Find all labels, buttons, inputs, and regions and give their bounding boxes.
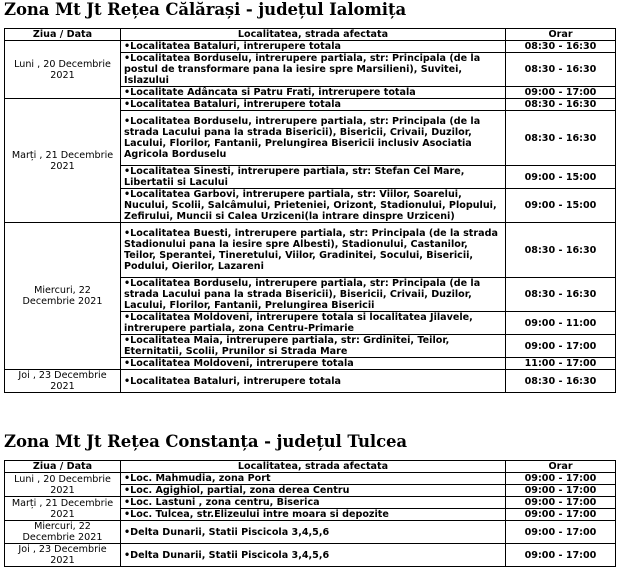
date-cell: Joi , 23 Decembrie 2021 (5, 370, 121, 393)
time-cell: 09:00 - 17:00 (506, 497, 616, 509)
location-cell: •Localitate Adâncata si Patru Frati, intrerupere totala (121, 87, 506, 99)
table-row (5, 521, 616, 544)
table-row (5, 370, 616, 393)
location-cell: •Loc. Tulcea, str.Elizeului intre moara si depozite (121, 509, 506, 521)
table-row (5, 99, 616, 111)
location-cell: •Loc. Lastuni , zona centru, Biserica (121, 497, 506, 509)
section-title-constanta: Zona Mt Jt Rețea Constanța - județul Tulcea (4, 432, 408, 451)
table-row (5, 41, 616, 53)
time-cell: 08:30 - 16:30 (506, 99, 616, 111)
location-cell: •Localitatea Moldoveni, intrerupere totala (121, 358, 506, 370)
time-cell: 08:30 - 16:30 (506, 278, 616, 312)
time-cell: 09:00 - 15:00 (506, 189, 616, 223)
time-cell: 09:00 - 17:00 (506, 485, 616, 497)
location-cell: •Localitatea Sinesti, intrerupere partiala, str: Stefan Cel Mare, Libertatii si Lacului (121, 166, 506, 189)
table-header-row (5, 29, 616, 41)
location-cell: •Loc. Agighiol, partial, zona derea Centru (121, 485, 506, 497)
time-cell: 08:30 - 16:30 (506, 111, 616, 166)
location-cell: •Localitatea Garbovi, intrerupere partiala, str: Viilor, Soarelui, Nucului, Scolii, Salcâmului, Prieteniei, Orizont, Stadionului, Plopului, Zefirului, Muncii si Calea Urziceni(la intrare dinspre Urziceni) (121, 189, 506, 223)
time-cell: 09:00 - 17:00 (506, 544, 616, 567)
header-date: Ziua / Data (5, 461, 121, 473)
header-schedule: Orar (506, 461, 616, 473)
date-cell: Miercuri, 22 Decembrie 2021 (5, 521, 121, 544)
table-header-row (5, 461, 616, 473)
location-cell: •Localitatea Maia, intrerupere partiala, str: Grdinitei, Teilor, Eternitatii, Scolii, Prunilor si Strada Mare (121, 335, 506, 358)
location-cell: •Localitatea Buesti, intrerupere partiala, str: Principala (de la strada Stadionului pana la iesire spre Albesti), Stadionului, Castanilor, Teilor, Sperantei, Tineretului, Viilor, Gradinitei, Socului, Bisericii, Podului, Oierilor, Lazareni (121, 223, 506, 278)
table-row (5, 544, 616, 567)
location-cell: •Localitatea Bataluri, intrerupere totala (121, 370, 506, 393)
time-cell: 09:00 - 17:00 (506, 87, 616, 99)
time-cell: 08:30 - 16:30 (506, 41, 616, 53)
time-cell: 11:00 - 17:00 (506, 358, 616, 370)
table-row (5, 497, 616, 509)
time-cell: 09:00 - 17:00 (506, 473, 616, 485)
date-cell: Joi , 23 Decembrie 2021 (5, 544, 121, 567)
time-cell: 09:00 - 17:00 (506, 509, 616, 521)
location-cell: •Localitatea Moldoveni, intrerupere totala si localitatea Jilavele, intrerupere partiala, zona Centru-Primarie (121, 312, 506, 335)
table-row (5, 473, 616, 485)
location-cell: •Localitatea Borduselu, intrerupere partiala, str: Principala (de la strada Lacului pana la strada Bisericii), Bisericii, Crivaii, Duzilor, Lacului, Florilor, Fantanii, Prelungirea Bisericii inclusiv Asociatia Agricola Borduselu (121, 111, 506, 166)
schedule-table-tulcea (4, 460, 616, 567)
header-location: Localitatea, strada afectata (121, 29, 506, 41)
location-cell: •Loc. Mahmudia, zona Port (121, 473, 506, 485)
time-cell: 09:00 - 17:00 (506, 335, 616, 358)
location-cell: •Localitatea Borduselu, intrerupere partiala, str: Principala (de la postul de transformare pana la iesire spre Marsilieni), Suvitei, Islazului (121, 53, 506, 87)
time-cell: 09:00 - 11:00 (506, 312, 616, 335)
table-row (5, 223, 616, 278)
section-title-calarasi: Zona Mt Jt Rețea Călărași - județul Ialomița (4, 0, 407, 19)
header-date: Ziua / Data (5, 29, 121, 41)
location-cell: •Delta Dunarii, Statii Piscicola 3,4,5,6 (121, 521, 506, 544)
location-cell: •Localitatea Borduselu, intrerupere partiala, str: Principala (de la strada Lacului pana la strada Bisericii), Bisericii, Crivaii, Duzilor, Lacului, Florilor, Fantanii, Prelungirea Bisericii (121, 278, 506, 312)
header-location: Localitatea, strada afectata (121, 461, 506, 473)
time-cell: 08:30 - 16:30 (506, 53, 616, 87)
time-cell: 08:30 - 16:30 (506, 223, 616, 278)
schedule-table-ialomita (4, 28, 616, 393)
date-cell: Marți , 21 Decembrie 2021 (5, 99, 121, 223)
time-cell: 09:00 - 15:00 (506, 166, 616, 189)
time-cell: 09:00 - 17:00 (506, 521, 616, 544)
header-schedule: Orar (506, 29, 616, 41)
date-cell: Miercuri, 22 Decembrie 2021 (5, 223, 121, 370)
date-cell: Marți , 21 Decembrie 2021 (5, 497, 121, 521)
date-cell: Luni , 20 Decembrie 2021 (5, 473, 121, 497)
location-cell: •Delta Dunarii, Statii Piscicola 3,4,5,6 (121, 544, 506, 567)
location-cell: •Localitatea Bataluri, intrerupere totala (121, 41, 506, 53)
date-cell: Luni , 20 Decembrie 2021 (5, 41, 121, 99)
location-cell: •Localitatea Bataluri, intrerupere totala (121, 99, 506, 111)
time-cell: 08:30 - 16:30 (506, 370, 616, 393)
